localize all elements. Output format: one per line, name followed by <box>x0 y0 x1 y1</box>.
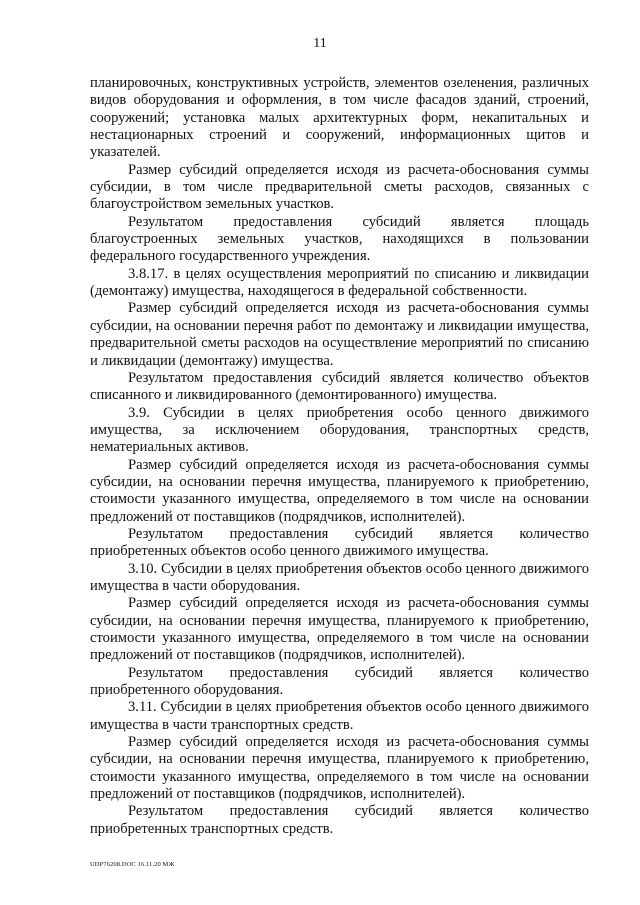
paragraph: планировочных, конструктивных устройств, элементов озеленения, различных видов оборудования и оформления, в том числе фасадов зданий, строений, сооружений; установка малых архитектурных форм, некапитальных и нестационарных строений и сооружений, информационных щитов и указателей. <box>90 75 589 161</box>
paragraph: Результатом предоставления субсидий является количество приобретенного оборудования. <box>90 664 589 699</box>
paragraph: 3.8.17. в целях осуществления мероприятий по списанию и ликвидации (демонтажу) имущества, находящегося в федеральной собственности. <box>90 265 589 300</box>
paragraph: Размер субсидий определяется исходя из расчета-обоснования суммы субсидии, на основании перечня работ по демонтажу и ликвидации имущества, предварительной сметы расходов на осуществление мероприятий по списанию и ликвидации (демонтажу) имущества. <box>90 300 589 369</box>
paragraph: Результатом предоставления субсидий является количество приобретенных транспортных средств. <box>90 803 589 837</box>
document-footer: UDP76208.DOC 16.11.20 МЖ <box>90 861 175 868</box>
page-number: 11 <box>313 36 327 51</box>
paragraph: Размер субсидий определяется исходя из расчета-обоснования суммы субсидии, на основании перечня имущества, планируемого к приобретению, стоимости указанного имущества, определяемого в том числе на основании предложений от поставщиков (подрядчиков, исполнителей). <box>90 456 589 525</box>
document-body <box>90 75 589 838</box>
paragraph: Результатом предоставления субсидий является количество приобретенных объектов особо ценного движимого имущества. <box>90 525 589 560</box>
paragraph: 3.11. Субсидии в целях приобретения объектов особо ценного движимого имущества в части транспортных средств. <box>90 699 589 733</box>
paragraph: Размер субсидий определяется исходя из расчета-обоснования суммы субсидии, на основании перечня имущества, планируемого к приобретению, стоимости указанного имущества, определяемого в том числе на основании предложений от поставщиков (подрядчиков, исполнителей). <box>90 595 589 664</box>
paragraph: Результатом предоставления субсидий является количество объектов списанного и ликвидированного (демонтированного) имущества. <box>90 369 589 404</box>
paragraph: Размер субсидий определяется исходя из расчета-обоснования суммы субсидии, в том числе предварительной сметы расходов, связанных с благоустройством земельных участков. <box>90 161 589 213</box>
paragraph: 3.9. Субсидии в целях приобретения особо ценного движимого имущества, за исключением оборудования, транспортных средств, нематериальных активов. <box>90 404 589 456</box>
paragraph: Результатом предоставления субсидий является площадь благоустроенных земельных участков, находящихся в пользовании федерального государственного учреждения. <box>90 213 589 265</box>
paragraph: Размер субсидий определяется исходя из расчета-обоснования суммы субсидии, на основании перечня имущества, планируемого к приобретению, стоимости указанного имущества, определяемого в том числе на основании предложений от поставщиков (подрядчиков, исполнителей). <box>90 734 589 803</box>
paragraph: 3.10. Субсидии в целях приобретения объектов особо ценного движимого имущества в части оборудования. <box>90 560 589 594</box>
